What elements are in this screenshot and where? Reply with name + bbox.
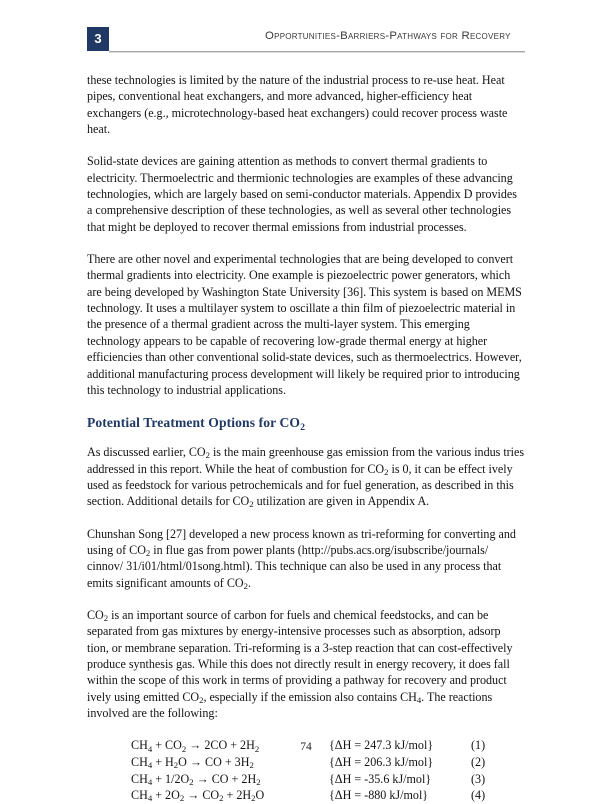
body-paragraph: $CO_2$ is an important source of carbon for fuels and chemical feedstocks, and can be separated from gas mixtures by energy-intensive processes such as absorption, adsorp tion, or membrane separation. Tri-reforming is a 3-step reaction that can cost-effectively produce synthesis gas. While this does not directly result in energy recovery, it does fall within the scope of this work in terms of providing a pathway for recovery and product ively using emitted $CO_2$, especially if the emission also contains $CH_4$. The reactions involved are the following: (87, 607, 513, 720)
body-paragraph: these technologies is limited by the nature of the industrial process to re-use heat. Heat pipes, conventional heat exchangers, and more advanced, higher-efficiency heat exchangers (e.g., microtechnology-based heat exchangers) could recover process waste heat. (87, 73, 508, 137)
equation-reaction: $CH_4 + CO_2 \to 2CO + 2H_2$ (131, 738, 260, 754)
subscript: 2 (205, 450, 210, 461)
page-number: 74 (300, 740, 312, 753)
subscript: 2 (249, 499, 254, 510)
running-header-title: Opportunities-Barriers-Pathways for Recovery (265, 30, 511, 42)
subscript: 2 (179, 793, 185, 804)
subscript: 4 (147, 760, 153, 771)
body-paragraph: There are other novel and experimental technologies that are being developed to convert thermal gradients into electricity. One example is piezoelectric power generators, which are being developed by Washington State University [36]. This system is based on MEMS technology. It uses a multilayer system to oscillate a thin film of piezoelectric material in the presence of a thermal gradient across the multi-layer system. This emerging technology appears to be capable of recovering low-grade thermal energy at higher efficiencies than other conventional solid-state devices, such as thermoelectrics. However, additional manufacturing process development will likely be required prior to introducing this technology to industrial applications. (87, 252, 522, 397)
equation-row (87, 771, 525, 788)
equation-enthalpy: {ΔH = -880 kJ/mol} (329, 788, 429, 803)
subscript: 2 (249, 760, 254, 771)
subscript: 2 (199, 694, 204, 705)
subscript: 2 (251, 793, 256, 804)
subscript: 2 (173, 760, 179, 771)
subscript: 2 (256, 776, 261, 787)
equation-number: (3) (471, 771, 486, 786)
subscript: 2 (181, 743, 187, 754)
subscript: 2 (254, 743, 260, 754)
subscript: 2 (243, 580, 248, 591)
header-rule-divider (109, 51, 525, 53)
body-paragraph: As discussed earlier, $CO_2$ is the main greenhouse gas emission from the various indus tries addressed in this report. While the heat of combustion for $CO_2$ is 0, it can be effect ively used as feedstock for various petrochemicals and for fuel generation, as described in this section. Additional details for $CO_2$ utilization are given in Appendix A. (87, 445, 525, 510)
subscript: 2 (219, 793, 224, 804)
equation-enthalpy: {ΔH = -35.6 kJ/mol} (329, 771, 432, 786)
equation-number: (1) (471, 738, 486, 753)
body-paragraph: Solid-state devices are gaining attention as methods to convert thermal gradients to electricity. Thermoelectric and thermionic technologies are examples of these advancing technologies, which are largely based on semi-conductor materials. Appendix D provides a comprehensive description of these technologies, as well as several other technologies that might be deployed to recover thermal emissions from industrial processes. (87, 154, 517, 234)
subscript: 2 (103, 613, 109, 624)
equation-number: (4) (471, 788, 486, 803)
equation-reaction: $CH_4 + 2O_2 \to CO_2 + 2H_2O$ (131, 788, 265, 804)
equation-enthalpy: {ΔH = 206.3 kJ/mol} (329, 754, 434, 769)
subscript: 2 (384, 466, 389, 477)
equation-reaction: $CH_4 + H_2O$ → CO + $3H_2$ (131, 754, 254, 771)
subscript: 4 (416, 694, 422, 705)
equation-reaction: $CH_4 + 1/2O_2$ → CO + $2H_2$ (131, 771, 261, 787)
equation-enthalpy: {ΔH = 247.3 kJ/mol} (329, 738, 434, 753)
page-content (87, 72, 525, 804)
subscript: 2 (145, 548, 151, 559)
chapter-number-badge: 3 (87, 27, 109, 51)
running-header (87, 27, 525, 57)
subscript: 4 (147, 793, 153, 804)
subscript: 4 (147, 743, 153, 754)
equation-number: (2) (471, 754, 486, 769)
section-heading (87, 414, 525, 431)
equation-row (87, 787, 525, 804)
equation-row (87, 754, 525, 771)
body-paragraph: Chunshan Song [27] developed a new process known as tri-reforming for converting and using of $CO_2$ in flue gas from power plants (http://pubs.acs.org/isubscribe/journals/ cinnov/ 31/i01/html/01song.html). This technique can also be used in any process that emits significant amounts of $CO_2$. (87, 526, 516, 591)
section-heading-text: Potential Treatment Options for CO (87, 415, 301, 431)
subscript: 4 (147, 776, 153, 787)
subscript: 2 (189, 776, 194, 787)
section-heading-subscript: 2 (300, 421, 306, 433)
